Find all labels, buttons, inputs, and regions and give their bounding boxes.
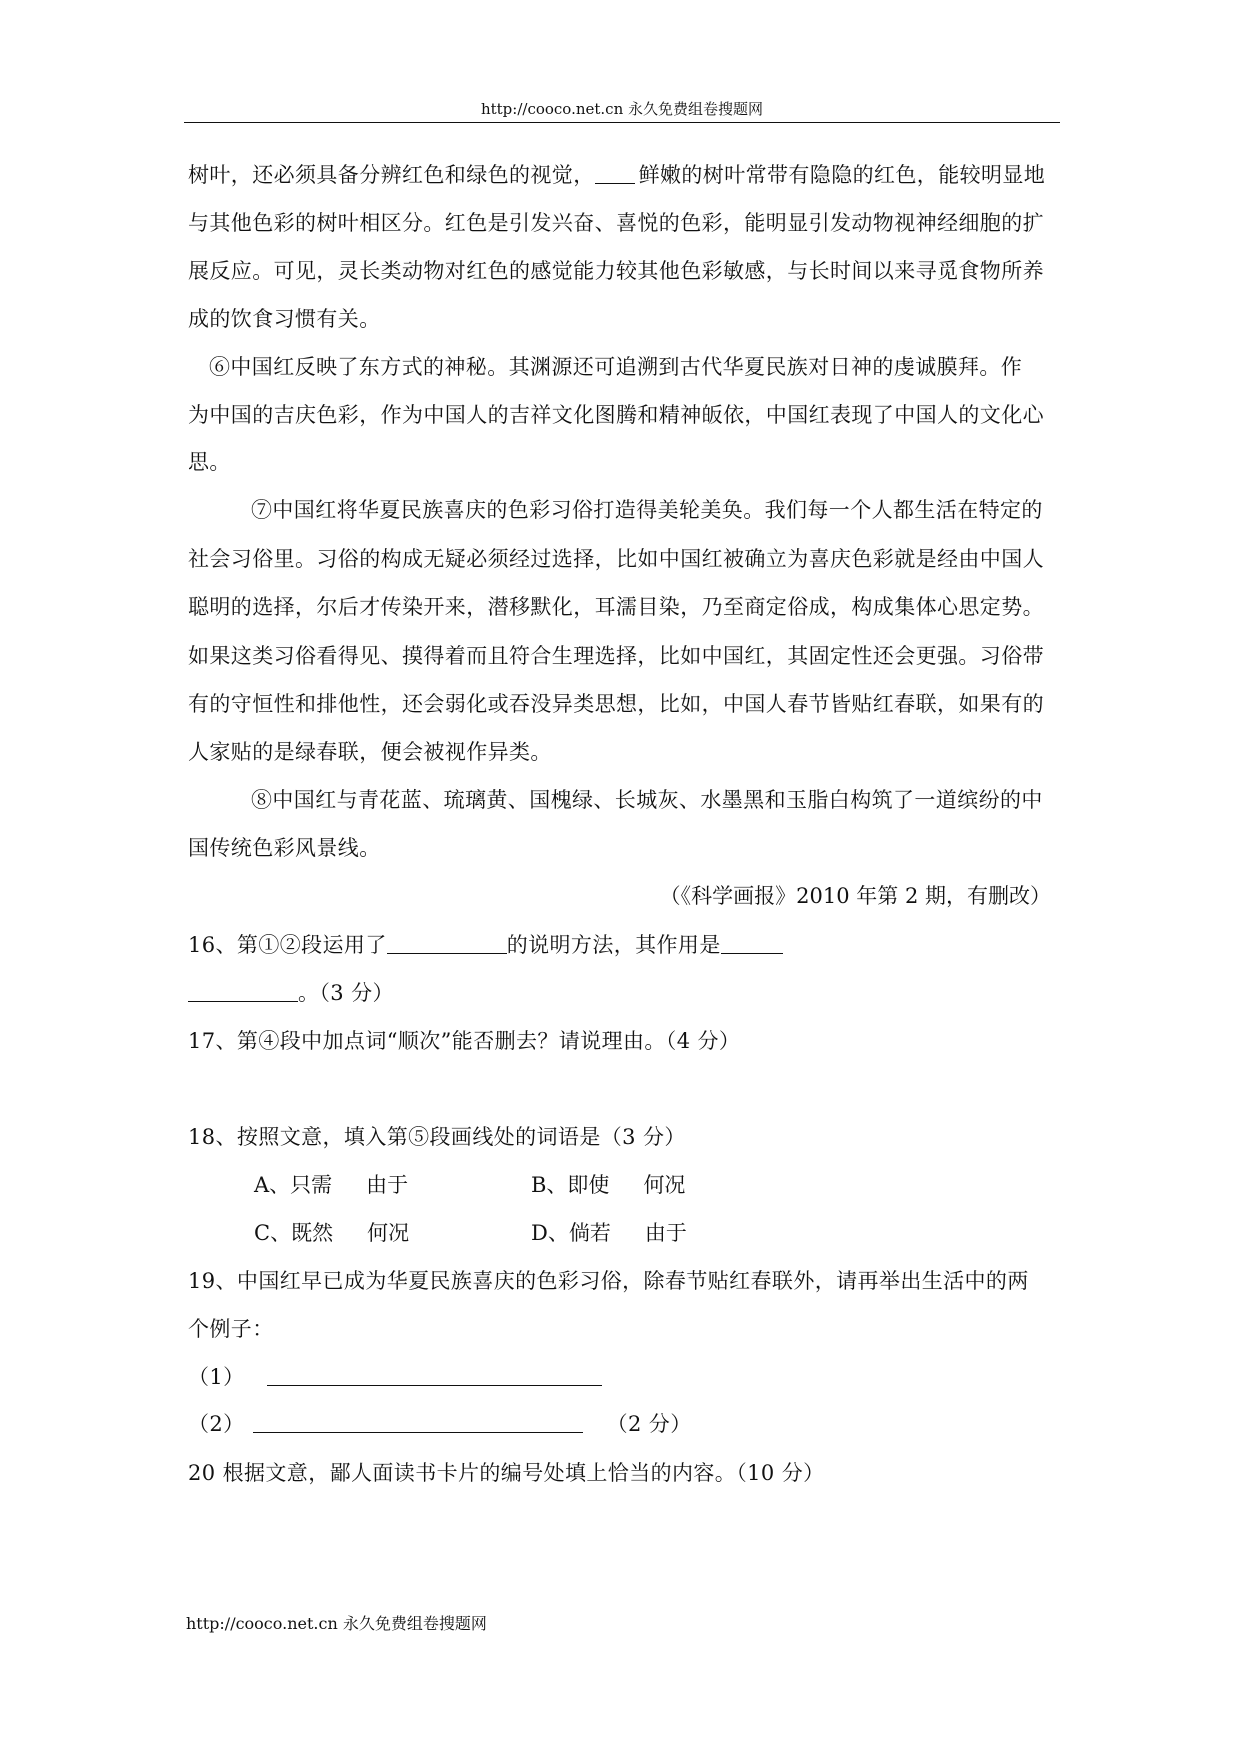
p7-line-6: 人家贴的是绿春联，便会被视作异类。 [188, 740, 552, 764]
q16-text-b: 的说明方法，其作用是 [506, 933, 721, 957]
p5-line-1 [188, 162, 1045, 188]
question-20: 20 根据文意，鄙人面读书卡片的编号处填上恰当的内容。（10 分） [188, 1461, 825, 1485]
question-19-line-1: 19、中国红早已成为华夏民族喜庆的色彩习俗，除春节贴红春联外，请再举出生活中的两 [188, 1269, 1029, 1293]
q19-item-2 [188, 1411, 692, 1437]
page-header: http://cooco.net.cn 永久免费组卷搜题网 [480, 100, 764, 118]
question-19-line-2: 个例子： [188, 1317, 274, 1341]
q16-answer-blank-3[interactable] [188, 981, 298, 1002]
p7-line-1: ⑦中国红将华夏民族喜庆的色彩习俗打造得美轮美奂。我们每一个人都生活在特定的 [251, 498, 1043, 522]
option-a[interactable]: A、只需 由于 [254, 1173, 409, 1197]
p5-line-2: 与其他色彩的树叶相区分。红色是引发兴奋、喜悦的色彩，能明显引发动物视神经细胞的扩 [188, 211, 1044, 235]
p7-line-3: 聪明的选择，尔后才传染开来，潜移默化，耳濡目染，乃至商定俗成，构成集体心思定势。 [188, 595, 1044, 619]
source-citation: （《科学画报》2010 年第 2 期，有删改） [659, 884, 1051, 908]
p5-line-3: 展反应。可见，灵长类动物对红色的感觉能力较其他色彩敏感，与长时间以来寻觅食物所养 [188, 259, 1044, 283]
question-18: 18、按照文意，填入第⑤段画线处的词语是（3 分） [188, 1125, 686, 1149]
p6-line-1: ⑥中国红反映了东方式的神秘。其渊源还可追溯到古代华夏民族对日神的虔诚膜拜。作 [209, 355, 1023, 379]
p7-line-2: 社会习俗里。习俗的构成无疑必须经过选择，比如中国红被确立为喜庆色彩就是经由中国人 [188, 547, 1044, 571]
option-c[interactable]: C、既然 何况 [254, 1221, 410, 1245]
option-d[interactable]: D、倘若 由于 [531, 1221, 687, 1245]
p5-text-a: 树叶，还必须具备分辨红色和绿色的视觉， [188, 163, 595, 187]
q19-item-1-label: （1） [188, 1365, 245, 1389]
p8-line-1: ⑧中国红与青花蓝、琉璃黄、国槐绿、长城灰、水墨黑和玉脂白构筑了一道缤纷的中 [251, 788, 1043, 812]
q19-answer-blank-2[interactable] [253, 1412, 583, 1433]
question-16-line-2 [188, 980, 394, 1006]
p5-line-4: 成的饮食习惯有关。 [188, 307, 381, 331]
p8-line-2: 国传统色彩风景线。 [188, 836, 381, 860]
q16-answer-blank-1[interactable] [387, 933, 507, 954]
option-b[interactable]: B、即使 何况 [531, 1173, 686, 1197]
q19-answer-blank-1[interactable] [267, 1365, 602, 1386]
q19-item-2-label: （2） [188, 1412, 245, 1436]
header-rule [184, 122, 1060, 123]
p7-line-5: 有的守恒性和排他性，还会弱化或吞没异类思想，比如，中国人春节皆贴红春联，如果有的 [188, 692, 1044, 716]
question-16-line-1 [188, 932, 783, 958]
q19-score: （2 分） [606, 1412, 692, 1436]
q16-text-a: 16、第①②段运用了 [188, 933, 387, 957]
q19-item-1 [188, 1364, 602, 1390]
p5-text-b: 鲜嫩的树叶常带有隐隐的红色，能较明显地 [638, 163, 1046, 187]
p7-line-4: 如果这类习俗看得见、摸得着而且符合生理选择，比如中国红，其固定性还会更强。习俗带 [188, 644, 1044, 668]
p5-fill-blank [595, 163, 635, 184]
question-17: 17、第④段中加点词“顺次”能否删去？请说理由。（4 分） [188, 1029, 741, 1053]
q16-score: 。（3 分） [298, 981, 394, 1005]
p6-line-2: 为中国的吉庆色彩，作为中国人的吉祥文化图腾和精神皈依，中国红表现了中国人的文化心 [188, 403, 1044, 427]
page-footer: http://cooco.net.cn 永久免费组卷搜题网 [186, 1614, 487, 1633]
p6-line-3: 思。 [188, 450, 231, 474]
q16-answer-blank-2[interactable] [721, 933, 783, 954]
